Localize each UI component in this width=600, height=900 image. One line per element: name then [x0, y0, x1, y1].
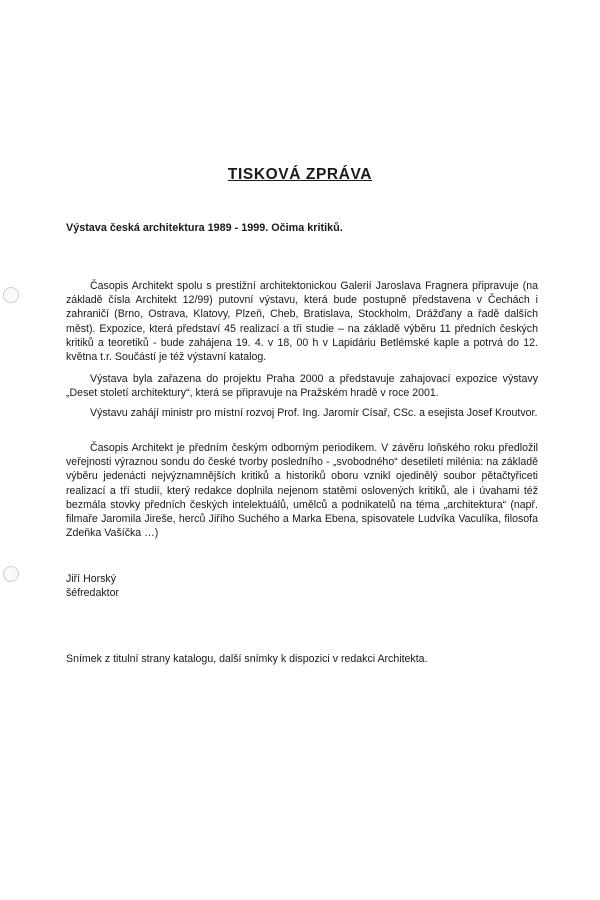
document-subtitle: Výstava česká architektura 1989 - 1999. Očima kritiků. — [66, 222, 343, 234]
paragraph-1: Časopis Architekt spolu s prestižní architektonickou Galerií Jaroslava Fragnera připravuje (na základě čísla Architekt 12/99) putovní výstavu, která bude postupně představena v Čechách i zahraničí (Brno, Ostrava, Klatovy, Plzeň, Cheb, Bratislava, Stockholm, Drážďany a řadě dalších měst). Expozice, která představí 45 realizací a tři studie – na základě výběru 11 předních českých kritiků a teoretiků - bude zahájena 19. 4. v 18, 00 h v Lapidáriu Betlémské kaple a potrvá do 12. května t.r. Součástí je též výstavní katalog. — [66, 280, 538, 364]
paragraph-4: Časopis Architekt je předním českým odborným periodikem. V závěru loňského roku předložil veřejnosti výraznou sondu do české tvorby posledního - „svobodného“ desetiletí milénia: na základě výběru jedenácti nejvýznamnějších kritiků a historiků oboru vznikl ojedinělý soubor pětačtyřiceti realizací a tří studií, který redakce doplnila nejenom statěmi oslovených kritiků, ale i úvahami též bezmála stovky předních českých intelektuálů, umělců a podnikatelů na téma „architektura“ (např. filmaře Jaromila Jireše, herců Jiřího Suchého a Marka Ebena, spisovatele Ludvíka Vaculíka, filosofa Zdeňka Vašíčka …) — [66, 442, 538, 540]
signature-role: šéfredaktor — [66, 586, 119, 599]
image-caption: Snímek z titulní strany katalogu, další snímky k dispozici v redakci Architekta. — [66, 652, 428, 665]
punch-hole — [3, 566, 19, 582]
paragraph-2: Výstava byla zařazena do projektu Praha 2000 a představuje zahajovací expozice výstavy „Deset století architektury“, která se připravuje na Pražském hradě v roce 2001. — [66, 373, 538, 400]
paragraph-3: Výstavu zahájí ministr pro místní rozvoj Prof. Ing. Jaromír Císař, CSc. a esejista Josef Kroutvor. — [90, 407, 538, 419]
document-title: TISKOVÁ ZPRÁVA — [227, 166, 373, 183]
signature-block — [66, 573, 119, 601]
punch-hole — [3, 287, 19, 303]
signature-name: Jiří Horský — [66, 573, 117, 585]
